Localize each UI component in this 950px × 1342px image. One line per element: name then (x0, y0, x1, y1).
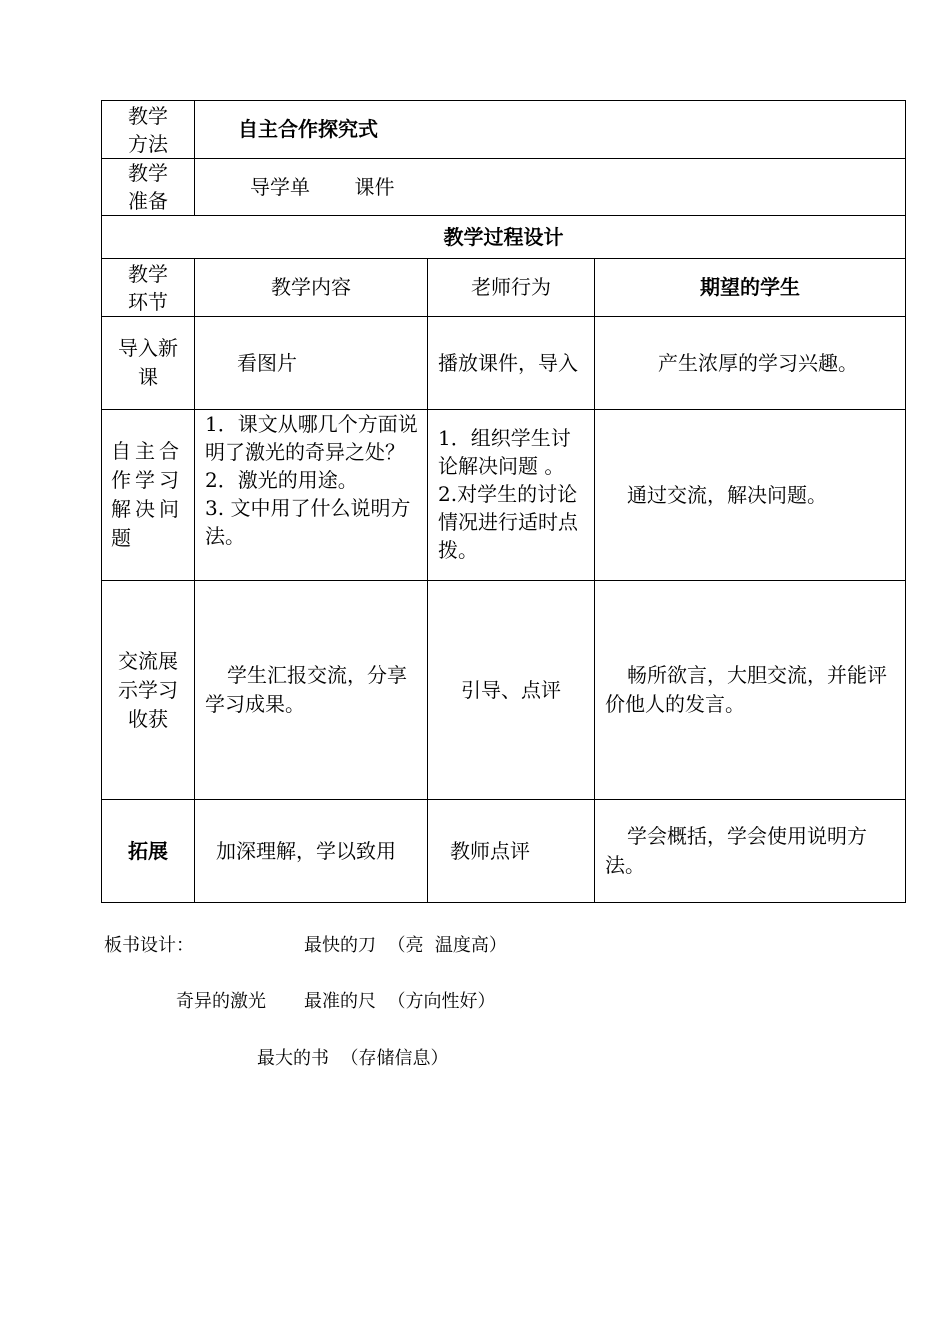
section-title: 教学过程设计 (443, 224, 564, 249)
row4-teacher: 教师点评 (450, 838, 530, 863)
row3-stage: 交流展 示学习 收获 (118, 648, 178, 731)
board-center: 奇异的激光 (176, 991, 266, 1012)
method-label: 教学 方法 (128, 103, 168, 156)
method-value: 自主合作探究式 (238, 117, 378, 141)
row2-expected: 通过交流，解决问题。 (627, 482, 827, 507)
board-item-1: 最快的刀 （亮 温度高） (304, 935, 507, 956)
header-expected: 期望的学生 (700, 275, 800, 299)
header-content: 教学内容 (271, 275, 351, 299)
row1-stage: 导入新 课 (118, 336, 178, 389)
row1-content: 看图片 (237, 350, 297, 375)
board-item-3: 最大的书 （存储信息） (257, 1048, 449, 1069)
row4-expected: 学会概括，学会使用说明方法。 (605, 824, 867, 877)
board-label: 板书设计： (104, 935, 194, 956)
row1-teacher: 播放课件，导入 (438, 350, 578, 375)
header-teacher: 老师行为 (471, 275, 551, 299)
row3-content: 学生汇报交流，分享学习成果。 (205, 663, 407, 716)
prep-label: 教学 准备 (128, 161, 168, 213)
row3-expected: 畅所欲言，大胆交流，并能评价他人的发言。 (605, 663, 887, 716)
row1-expected: 产生浓厚的学习兴趣。 (658, 350, 858, 375)
prep-value: 导学单 课件 (250, 174, 395, 199)
board-item-2: 最准的尺 （方向性好） (304, 991, 496, 1012)
row2-content: 1．课文从哪几个方面说明了激光的奇异之处？ 2．激光的用途。 3. 文中用了什么说明方法。 (205, 412, 418, 548)
row4-content: 加深理解，学以致用 (216, 838, 396, 863)
header-stage: 教学 环节 (128, 261, 168, 314)
row2-teacher: 1．组织学生讨论解决问题 。 2.对学生的讨论情况进行适时点拨。 (438, 426, 578, 562)
row3-teacher: 引导、点评 (461, 677, 561, 702)
row2-stage: 自主合 作学习 解决问 题 (111, 439, 183, 550)
row4-stage: 拓展 (128, 838, 168, 863)
